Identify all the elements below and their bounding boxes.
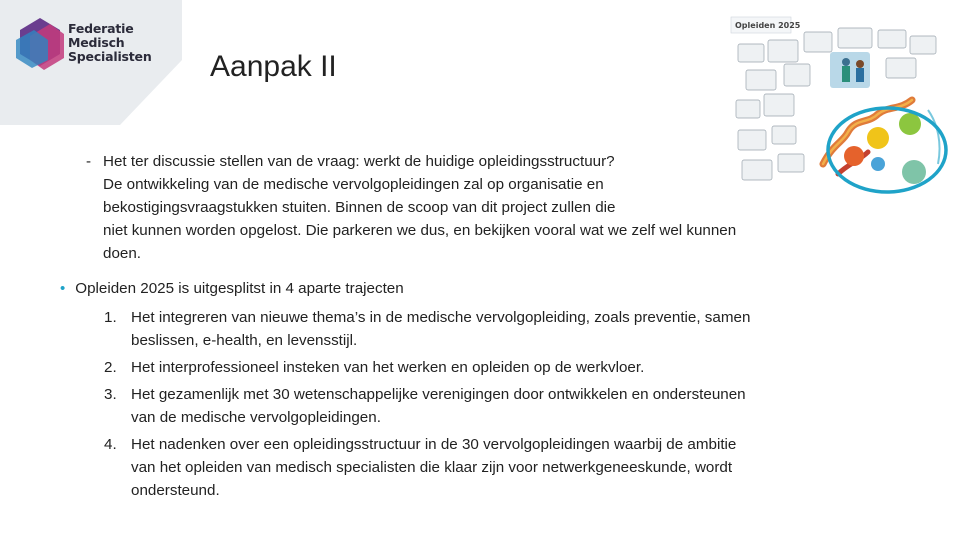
list-number: 2. [104, 359, 117, 376]
logo-text [68, 22, 152, 64]
list-item-line: Het gezamenlijk met 30 wetenschappelijke verenigingen door ontwikkelen en ondersteunen [131, 386, 746, 403]
dash-marker: - [86, 153, 92, 170]
page-title: Aanpak II [210, 50, 337, 83]
list-item-line: Het integreren van nieuwe thema’s in de medische vervolgopleiding, zoals preventie, samen [131, 309, 751, 326]
list-item-line: Het interprofessioneel insteken van het werken en opleiden op de werkvloer. [131, 359, 645, 376]
list-item [104, 383, 904, 429]
list-number: 3. [104, 386, 117, 403]
list-number: 4. [104, 436, 117, 453]
list-item [104, 356, 904, 379]
trajecten-bullet [60, 277, 404, 300]
list-item [104, 433, 904, 502]
logo-line-3: Specialisten [68, 49, 152, 64]
list-item-line: van het opleiden van medisch specialisten die klaar zijn voor netwerkgeneeskunde, wordt [131, 459, 733, 476]
list-number: 1. [104, 309, 117, 326]
logo-panel [0, 0, 200, 125]
list-item-line: van de medische vervolgopleidingen. [131, 409, 381, 426]
bullet-text: Opleiden 2025 is uitgesplitst in 4 aparte trajecten [75, 280, 404, 297]
logo-line-2: Medisch [68, 35, 125, 50]
list-item-line: ondersteund. [131, 482, 220, 499]
list-item-line: Het nadenken over een opleidingsstructuur in de 30 vervolgopleidingen waarbij de ambitie [131, 436, 737, 453]
discussion-text [103, 150, 883, 265]
discussion-line: Het ter discussie stellen van de vraag: werkt de huidige opleidingsstructuur? [103, 153, 615, 170]
list-item-line: beslissen, e-health, en levensstijl. [131, 332, 358, 349]
discussion-line: bekostigingsvraagstukken stuiten. Binnen de scoop van dit project zullen die [103, 199, 616, 216]
trajecten-list [104, 306, 904, 506]
list-item [104, 306, 904, 352]
bullet-marker: • [60, 280, 66, 297]
illustration-heading: Opleiden 2025 [735, 21, 801, 30]
logo-line-1: Federatie [68, 21, 134, 36]
discussion-line: doen. [103, 245, 142, 262]
discussion-line: niet kunnen worden opgelost. Die parkeren we dus, en bekijken vooral wat we zelf wel kunnen [103, 222, 737, 239]
discussion-line: De ontwikkeling van de medische vervolgopleidingen zal op organisatie en [103, 176, 604, 193]
logo-mark-icon [12, 14, 72, 74]
